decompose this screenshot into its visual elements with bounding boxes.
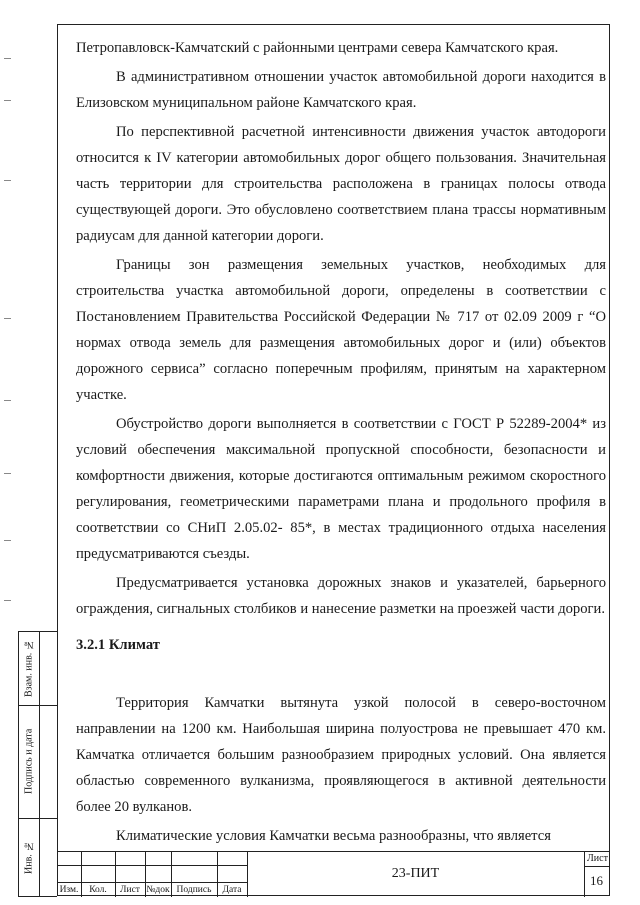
side-cell <box>19 632 39 706</box>
side-cell <box>19 818 39 896</box>
paragraph: Территория Камчатки вытянута узкой полосой в северо-восточном направлении на 1200 км. Наибольшая ширина полуострова не превышает 470 км. Камчатка отличается большим разнообразием природных условий. Она является областью современного вулканизма, проявляющегося в активной деятельности более 20 вулканов. <box>76 695 606 815</box>
title-block <box>57 851 610 896</box>
paragraph: Границы зон размещения земельных участков, необходимых для строительства участка автомобильной дороги, определены в соответствии с Постановлением Правительства Российской Федерации № 717 от 02.09 2009 г “О нормах отвода земель для размещения автомобильных дорог и (или) объектов дорожного сервиса” согласно поперечным профилям, принятым на характерном участке. <box>76 257 606 403</box>
side-label: Взам. инв. № <box>23 639 35 698</box>
paragraph: По перспективной расчетной интенсивности движения участок автодороги относится к IV категории автомобильных дорог общего пользования. Значительная часть территории для строительства расположена в границах полосы отвода существующей дороги. Это обусловлено соответствием плана трассы нормативным радиусам для данной категории дороги. <box>76 124 606 244</box>
document-code: 23-ПИТ <box>391 866 440 881</box>
margin-tick <box>4 400 11 401</box>
paragraph: Петропавловск-Камчатский с районными центрами севера Камчатского края. <box>76 40 559 56</box>
column-label: Подпись <box>176 885 212 895</box>
side-strip-column <box>40 631 57 897</box>
margin-tick <box>4 473 11 474</box>
column-label: Изм. <box>59 885 79 895</box>
column-label: Лист <box>120 885 140 895</box>
column-label: №док <box>146 885 170 895</box>
paragraph: В административном отношении участок автомобильной дороги находится в Елизовском муниципальном районе Камчатского края. <box>76 69 606 111</box>
paragraph: Предусматривается установка дорожных знаков и указателей, барьерного ограждения, сигнальных столбиков и нанесение разметки на проезжей части дороги. <box>76 575 606 617</box>
sheet-label: Лист <box>587 853 608 864</box>
margin-tick <box>4 600 11 601</box>
margin-tick <box>4 180 11 181</box>
margin-tick <box>4 318 11 319</box>
margin-tick <box>4 100 11 101</box>
side-cell <box>19 705 39 819</box>
paragraph: Климатические условия Камчатки весьма разнообразны, что является <box>116 828 551 844</box>
column-label: Кол. <box>89 885 107 895</box>
sheet-number: 16 <box>590 873 603 888</box>
margin-tick <box>4 58 11 59</box>
section-heading: 3.2.1 Климат <box>76 637 160 653</box>
side-label: Инв. № <box>23 840 35 874</box>
margin-tick <box>4 540 11 541</box>
column-label: Дата <box>222 885 242 895</box>
document-body <box>76 35 606 849</box>
paragraph: Обустройство дороги выполняется в соответствии с ГОСТ Р 52289-2004* из условий обеспечения максимальной пропускной способности, безопасности и комфортности движения, которые достигаются оптимальным режимом скоростного регулирования, геометрическими параметрами плана и продольного профиля в соответствии со СНиП 2.05.02- 85*, в местах традиционного отдыха населения предусматриваются съезды. <box>76 416 606 562</box>
side-stamp-strip <box>18 631 40 897</box>
side-label: Подпись и дата <box>23 728 35 795</box>
